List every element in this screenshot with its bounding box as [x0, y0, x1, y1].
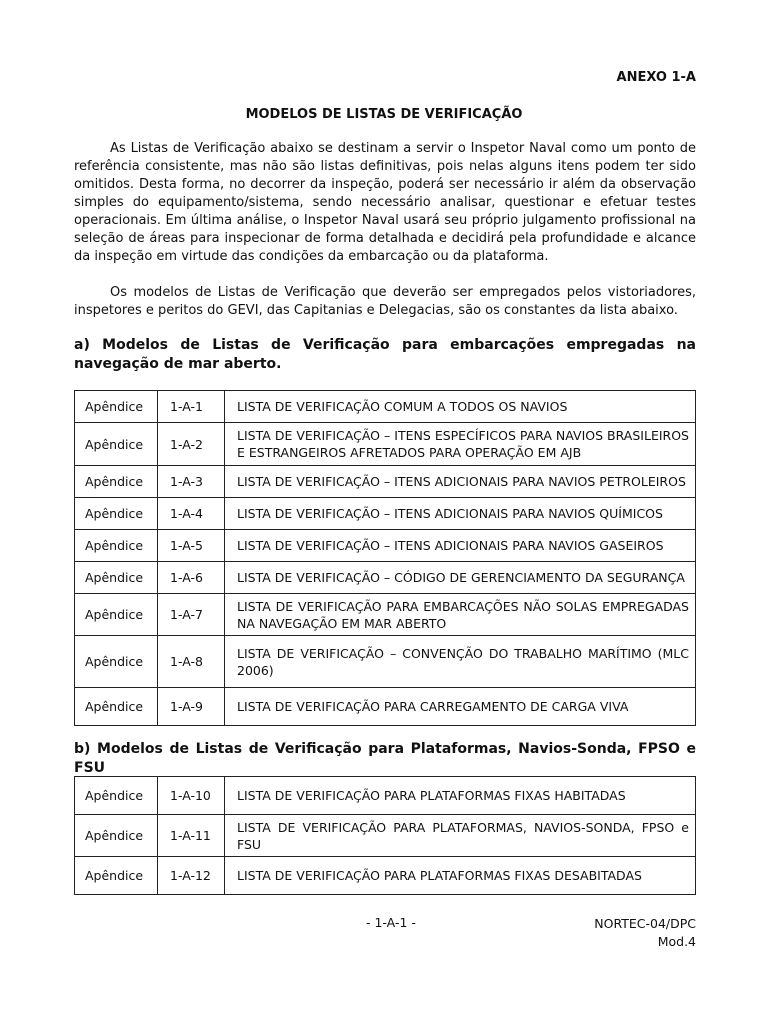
table-row: [75, 857, 696, 895]
table-row: [75, 815, 696, 857]
appendix-label: Apêndice: [75, 466, 158, 498]
table-row: [75, 466, 696, 498]
appendix-title: LISTA DE VERIFICAÇÃO – CONVENÇÃO DO TRABALHO MARÍTIMO (MLC 2006): [225, 636, 696, 688]
table-row: [75, 391, 696, 423]
appendix-title: LISTA DE VERIFICAÇÃO COMUM A TODOS OS NAVIOS: [225, 391, 696, 423]
appendix-label: Apêndice: [75, 688, 158, 726]
appendix-title: LISTA DE VERIFICAÇÃO PARA PLATAFORMAS FIXAS HABITADAS: [225, 777, 696, 815]
section-b-heading: b) Modelos de Listas de Verificação para Plataformas, Navios-Sonda, FPSO e FSU: [74, 741, 696, 776]
page-title: MODELOS DE LISTAS DE VERIFICAÇÃO: [245, 107, 523, 122]
appendix-label: Apêndice: [75, 594, 158, 636]
intro-paragraph-text: As Listas de Verificação abaixo se destinam a servir o Inspetor Naval como um ponto de referência consistente, mas não são listas definitivas, pois nelas alguns itens podem ter sido omitidos. Desta forma, no decorrer da inspeção, poderá ser necessário ir além da observação simples do equipamento/sistema, sendo necessário analisar, questionar e efetuar testes operacionais. Em última análise, o Inspetor Naval usará seu próprio julgamento profissional na seleção de áreas para inspecionar de forma detalhada e decidirá pela profundidade e alcance da inspeção em virtude das condições da embarcação ou da plataforma.: [74, 141, 696, 264]
doc-ref: NORTEC-04/DPC: [594, 916, 696, 931]
appendix-title: LISTA DE VERIFICAÇÃO PARA EMBARCAÇÕES NÃO SOLAS EMPREGADAS NA NAVEGAÇÃO EM MAR ABERTO: [225, 594, 696, 636]
appendix-title: LISTA DE VERIFICAÇÃO – ITENS ADICIONAIS PARA NAVIOS PETROLEIROS: [225, 466, 696, 498]
appendix-code: 1-A-2: [158, 423, 225, 466]
appendix-code: 1-A-4: [158, 498, 225, 530]
appendix-code: 1-A-10: [158, 777, 225, 815]
appendix-label: Apêndice: [75, 815, 158, 857]
section-b-table: [74, 776, 696, 895]
page-number: - 1-A-1 -: [366, 915, 416, 930]
table-row: [75, 498, 696, 530]
appendix-title: LISTA DE VERIFICAÇÃO – ITENS ADICIONAIS PARA NAVIOS QUÍMICOS: [225, 498, 696, 530]
intro-paragraph: [74, 140, 696, 266]
appendix-title: LISTA DE VERIFICAÇÃO – ITENS ESPECÍFICOS PARA NAVIOS BRASILEIROS E ESTRANGEIROS AFRETADOS PARA OPERAÇÃO EM AJB: [225, 423, 696, 466]
table-row: [75, 594, 696, 636]
appendix-code: 1-A-11: [158, 815, 225, 857]
appendix-code: 1-A-5: [158, 530, 225, 562]
table-row: [75, 530, 696, 562]
appendix-code: 1-A-7: [158, 594, 225, 636]
section-a-table: [74, 390, 696, 726]
appendix-title: LISTA DE VERIFICAÇÃO – ITENS ADICIONAIS PARA NAVIOS GASEIROS: [225, 530, 696, 562]
table-row: [75, 636, 696, 688]
appendix-label: Apêndice: [75, 857, 158, 895]
appendix-title: LISTA DE VERIFICAÇÃO PARA PLATAFORMAS FIXAS DESABITADAS: [225, 857, 696, 895]
section-a-heading: a) Modelos de Listas de Verificação para embarcações empregadas na navegação de mar aberto.: [74, 337, 696, 372]
appendix-code: 1-A-3: [158, 466, 225, 498]
appendix-code: 1-A-6: [158, 562, 225, 594]
appendix-title: LISTA DE VERIFICAÇÃO PARA PLATAFORMAS, NAVIOS-SONDA, FPSO e FSU: [225, 815, 696, 857]
appendix-title: LISTA DE VERIFICAÇÃO PARA CARREGAMENTO DE CARGA VIVA: [225, 688, 696, 726]
appendix-code: 1-A-8: [158, 636, 225, 688]
appendix-code: 1-A-1: [158, 391, 225, 423]
table-row: [75, 562, 696, 594]
appendix-label: Apêndice: [75, 391, 158, 423]
scope-paragraph-text: Os modelos de Listas de Verificação que deverão ser empregados pelos vistoriadores, inspetores e peritos do GEVI, das Capitanias e Delegacias, são os constantes da lista abaixo.: [74, 285, 696, 318]
appendix-label: Apêndice: [75, 777, 158, 815]
appendix-code: 1-A-12: [158, 857, 225, 895]
appendix-code: 1-A-9: [158, 688, 225, 726]
annex-label: ANEXO 1-A: [616, 70, 696, 85]
revision: Mod.4: [657, 934, 696, 949]
appendix-label: Apêndice: [75, 498, 158, 530]
appendix-label: Apêndice: [75, 530, 158, 562]
appendix-label: Apêndice: [75, 636, 158, 688]
scope-paragraph: [74, 284, 696, 320]
appendix-title: LISTA DE VERIFICAÇÃO – CÓDIGO DE GERENCIAMENTO DA SEGURANÇA: [225, 562, 696, 594]
appendix-label: Apêndice: [75, 562, 158, 594]
document-reference: [594, 915, 696, 951]
table-row: [75, 688, 696, 726]
appendix-label: Apêndice: [75, 423, 158, 466]
table-row: [75, 777, 696, 815]
table-row: [75, 423, 696, 466]
